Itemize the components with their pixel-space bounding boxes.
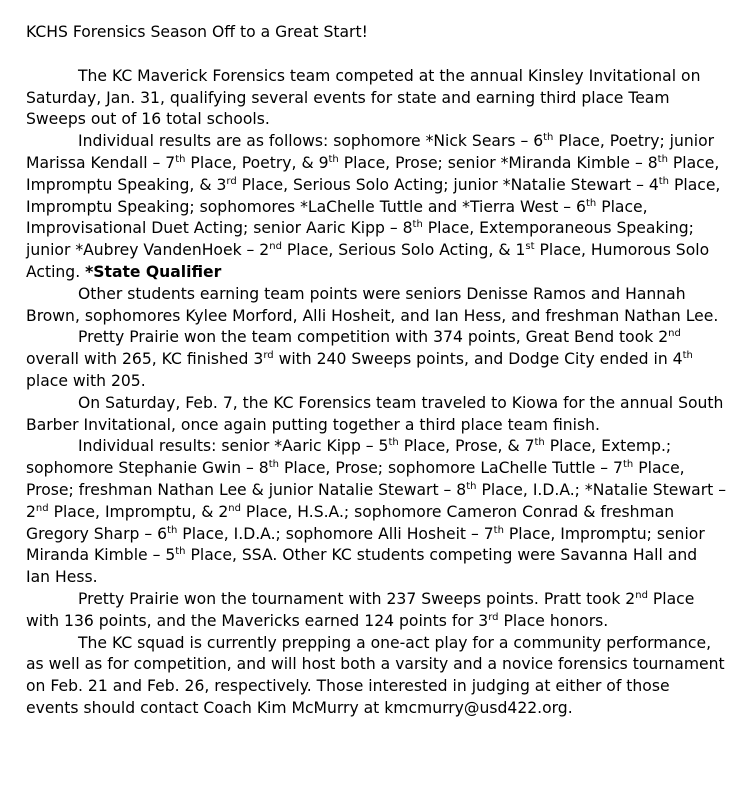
ordinal-suffix: th (493, 524, 504, 536)
ordinal-suffix: nd (269, 241, 282, 253)
paragraph-text: Place honors. (498, 611, 609, 630)
paragraph-text: Place, I.D.A.; *Natalie Stewart – 2 (26, 480, 726, 521)
paragraph-text: Place, Impromptu Speaking; sophomores *LaChelle Tuttle and *Tierra West – 6 (26, 175, 721, 216)
article-paragraph (26, 66, 726, 131)
article-body (26, 66, 726, 720)
ordinal-suffix: th (585, 197, 597, 209)
state-qualifier-note: *State Qualifier (85, 262, 222, 281)
article-paragraph (26, 589, 726, 633)
ordinal-suffix: th (268, 459, 279, 471)
paragraph-text: Place, Extemp.; sophomore Stephanie Gwin – 8 (26, 437, 672, 478)
paragraph-text: On Saturday, Feb. 7, the KC Forensics team traveled to Kiowa for the annual South Barber Invitational, once again putting together a third place team finish. (26, 393, 724, 434)
ordinal-suffix: th (466, 480, 477, 492)
article-paragraph (26, 436, 726, 589)
ordinal-suffix: nd (668, 328, 681, 340)
ordinal-suffix: th (682, 350, 693, 362)
paragraph-text: Individual results: senior *Aaric Kipp – 5 (78, 437, 389, 456)
paragraph-text: Place, Prose; freshman Nathan Lee & junior Natalie Stewart – 8 (26, 459, 685, 499)
ordinal-suffix: nd (35, 502, 49, 514)
article-paragraph (26, 131, 726, 284)
paragraph-text: Place, SSA. Other KC students competing were Savanna Hall and Ian Hess. (26, 546, 698, 587)
paragraph-text: with 240 Sweeps points, and Dodge City ended in 4 (273, 350, 683, 369)
paragraph-text: Place, Impromptu Speaking, & 3 (26, 153, 720, 194)
paragraph-text: The KC squad is currently prepping a one-act play for a community performance, as well as for competition, and will host both a varsity and a novice forensics tournament on Feb. 21 and Feb. 26, respectively. Those interested in judging at either of those events should contact Coach Kim McMurry at kmcmurry@usd422.org. (26, 633, 725, 717)
paragraph-text: Place with 136 points, and the Mavericks earned 124 points for 3 (26, 589, 695, 630)
paragraph-text: Pretty Prairie won the tournament with 237 Sweeps points. Pratt took 2 (78, 589, 636, 608)
article-paragraph (26, 633, 726, 720)
paragraph-text: Individual results are as follows: sophomore *Nick Sears – 6 (78, 132, 544, 151)
ordinal-suffix: th (388, 437, 399, 449)
article-title: KCHS Forensics Season Off to a Great Start! (26, 23, 368, 41)
paragraph-text: Place, Extemporaneous Speaking; junior *Aubrey VandenHoek – 2 (26, 219, 694, 260)
ordinal-suffix: rd (488, 611, 499, 623)
ordinal-suffix: th (657, 153, 668, 165)
document (26, 22, 726, 720)
paragraph-text: Place, Serious Solo Acting; junior *Natalie Stewart – 4 (236, 175, 659, 194)
ordinal-suffix: th (328, 153, 339, 165)
paragraph-text: The KC Maverick Forensics team competed at the annual Kinsley Invitational on Saturday, Jan. 31, qualifying several events for state and earning third place Team Sweeps out of 16 total schools. (26, 66, 701, 129)
paragraph-text: Place, I.D.A.; sophomore Alli Hosheit – 7 (177, 524, 494, 543)
paragraph-text: Place, Impromptu; senior Miranda Kimble – 5 (26, 524, 705, 565)
paragraph-text: Pretty Prairie won the team competition with 374 points, Great Bend took 2 (78, 328, 669, 347)
ordinal-suffix: th (412, 219, 423, 231)
paragraph-text: Place, Prose, & 7 (398, 437, 535, 456)
paragraph-text: Other students earning team points were seniors Denisse Ramos and Hannah Brown, sophomores Kylee Morford, Alli Hosheit, and Ian Hess, and freshman Nathan Lee. (26, 284, 719, 325)
article-paragraph (26, 284, 726, 328)
paragraph-text: Place, Serious Solo Acting, & 1 (281, 241, 526, 260)
ordinal-suffix: th (167, 524, 178, 536)
ordinal-suffix: rd (226, 175, 237, 187)
paragraph-text: Place, Poetry; junior Marissa Kendall – 7 (26, 132, 715, 172)
article-paragraph (26, 393, 726, 437)
ordinal-suffix: rd (263, 350, 274, 362)
paragraph-text: Place, Poetry, & 9 (185, 153, 329, 172)
paragraph-text: Place, Impromptu, & 2 (48, 502, 229, 521)
paragraph-text: place with 205. (26, 371, 146, 390)
ordinal-suffix: th (622, 459, 634, 471)
paragraph-text: overall with 265, KC finished 3 (26, 350, 264, 369)
ordinal-suffix: nd (228, 502, 241, 514)
ordinal-suffix: th (658, 175, 670, 187)
ordinal-suffix: nd (635, 589, 648, 601)
ordinal-suffix: th (175, 153, 186, 165)
paragraph-text: Place, Improvisational Duet Acting; senior Aaric Kipp – 8 (26, 197, 648, 238)
article-paragraph (26, 327, 726, 392)
ordinal-suffix: st (525, 241, 535, 253)
paragraph-text: Place, Prose; sophomore LaChelle Tuttle – 7 (279, 459, 623, 478)
ordinal-suffix: th (534, 437, 545, 449)
paragraph-text: Place, H.S.A.; sophomore Cameron Conrad & freshman Gregory Sharp – 6 (26, 502, 675, 543)
paragraph-text: Place, Prose; senior *Miranda Kimble – 8 (338, 153, 658, 172)
ordinal-suffix: th (543, 132, 554, 144)
ordinal-suffix: th (175, 546, 186, 558)
paragraph-text: Place, Humorous Solo Acting. (26, 241, 710, 281)
